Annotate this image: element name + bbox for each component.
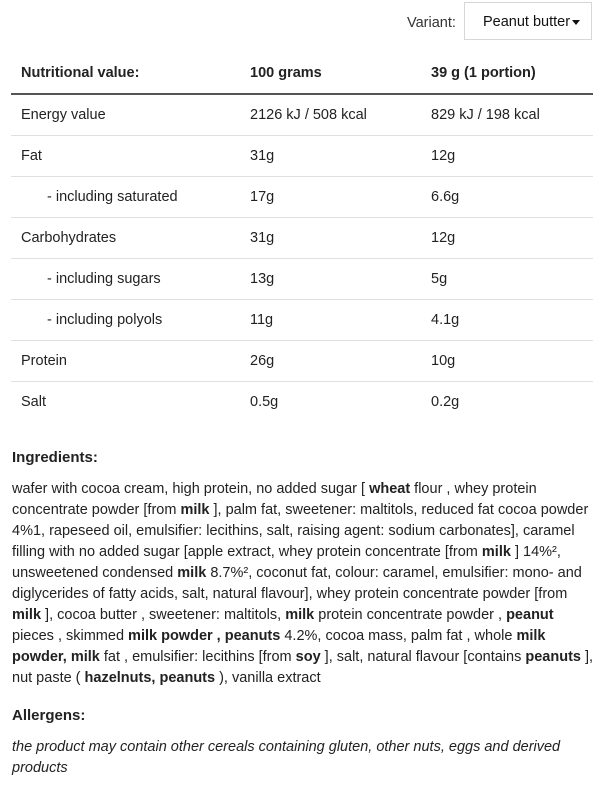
ingredient-allergen-highlight: milk powder , peanuts [128, 628, 281, 644]
ingredient-allergen-highlight: peanuts [525, 649, 581, 665]
table-row [11, 94, 593, 136]
ingredient-text-segment: flour , whey protein concentrate powder [from [12, 481, 537, 518]
table-row [11, 300, 593, 341]
ingredient-allergen-highlight: milk [180, 502, 210, 518]
ingredient-allergen-highlight: milk [481, 544, 511, 560]
nutrient-name: - including saturated [11, 177, 240, 218]
value-per-100g: 31g [240, 218, 421, 259]
nutrient-name: Fat [11, 136, 240, 177]
ingredient-text-segment: ), vanilla extract [215, 670, 321, 686]
value-per-portion: 12g [421, 218, 593, 259]
nutrient-name: Carbohydrates [11, 218, 240, 259]
ingredient-allergen-highlight: soy [295, 649, 321, 665]
variant-select[interactable] [464, 2, 592, 40]
ingredient-text-segment: wafer with cocoa cream, high protein, no added sugar [ [12, 481, 370, 497]
ingredients-title: Ingredients: [12, 449, 98, 466]
ingredient-allergen-highlight: milk [177, 565, 207, 581]
value-per-portion: 4.1g [421, 300, 593, 341]
variant-selected-value: Peanut butter [483, 14, 571, 30]
nutrient-name: - including polyols [11, 300, 240, 341]
table-row [11, 341, 593, 382]
nutrient-name: - including sugars [11, 259, 240, 300]
allergens-text: the product may contain other cereals containing gluten, other nuts, eggs and derived products [12, 739, 561, 776]
table-row [11, 177, 593, 218]
ingredient-text-segment: ], palm fat, sweetener: maltitols, reduced fat cocoa powder 4%1, rapeseed oil, emulsifier: lecithins, salt, raising agent: sodium carbonates], caramel filling with no added sugar [apple extract, whey protein concentrate [from [12, 502, 589, 560]
value-per-100g: 31g [240, 136, 421, 177]
ingredient-text-segment: protein concentrate powder , [314, 607, 507, 623]
variant-row [0, 0, 601, 50]
allergens-title: Allergens: [12, 707, 86, 724]
table-row [11, 136, 593, 177]
ingredient-text-segment: fat , emulsifier: lecithins [from [99, 649, 296, 665]
ingredient-allergen-highlight: milk [285, 607, 315, 623]
ingredient-text-segment: ], cocoa butter , sweetener: maltitols, [41, 607, 286, 623]
ingredient-allergen-highlight: milk [12, 607, 42, 623]
nutrient-name: Protein [11, 341, 240, 382]
ingredient-text-segment: ] 14%², unsweetened condensed [12, 544, 561, 581]
value-per-portion: 5g [421, 259, 593, 300]
table-row [11, 259, 593, 300]
nutrient-name: Energy value [11, 94, 240, 136]
ingredients-text [12, 479, 597, 689]
value-per-100g: 2126 kJ / 508 kcal [240, 94, 421, 136]
header-100-grams: 100 grams [240, 53, 421, 94]
value-per-portion: 6.6g [421, 177, 593, 218]
header-nutritional-value: Nutritional value: [11, 53, 240, 94]
ingredient-allergen-highlight: peanut [506, 607, 554, 623]
value-per-portion: 829 kJ / 198 kcal [421, 94, 593, 136]
variant-label: Variant: [407, 15, 456, 31]
ingredient-allergen-highlight: milk powder, milk [12, 628, 546, 665]
value-per-portion: 12g [421, 136, 593, 177]
value-per-100g: 17g [240, 177, 421, 218]
header-portion: 39 g (1 portion) [421, 53, 593, 94]
ingredient-text-segment: pieces , skimmed [12, 628, 129, 644]
value-per-100g: 0.5g [250, 394, 279, 410]
value-per-100g: 13g [240, 259, 421, 300]
value-per-100g: 26g [240, 341, 421, 382]
value-per-100g: 11g [240, 300, 421, 341]
value-per-portion: 0.2g [431, 394, 460, 410]
nutrient-name: Salt [21, 394, 46, 410]
nutrition-table [11, 53, 593, 422]
ingredient-text-segment: 8.7%², coconut fat, colour: caramel, emulsifier: mono- and diglycerides of fatty acids, salt, natural flavour], whey protein concentrate powder [from [12, 565, 582, 602]
ingredient-allergen-highlight: wheat [369, 481, 411, 497]
ingredient-text-segment: 4.2%, cocoa mass, palm fat , whole [280, 628, 517, 644]
table-row [11, 218, 593, 259]
nutrition-table-header [11, 53, 593, 94]
ingredient-allergen-highlight: hazelnuts, peanuts [84, 670, 216, 686]
value-per-portion: 10g [421, 341, 593, 382]
table-row [11, 382, 593, 423]
ingredient-text-segment: ], nut paste ( [12, 649, 594, 686]
ingredient-text-segment: ], salt, natural flavour [contains [320, 649, 526, 665]
chevron-down-icon [572, 20, 580, 25]
